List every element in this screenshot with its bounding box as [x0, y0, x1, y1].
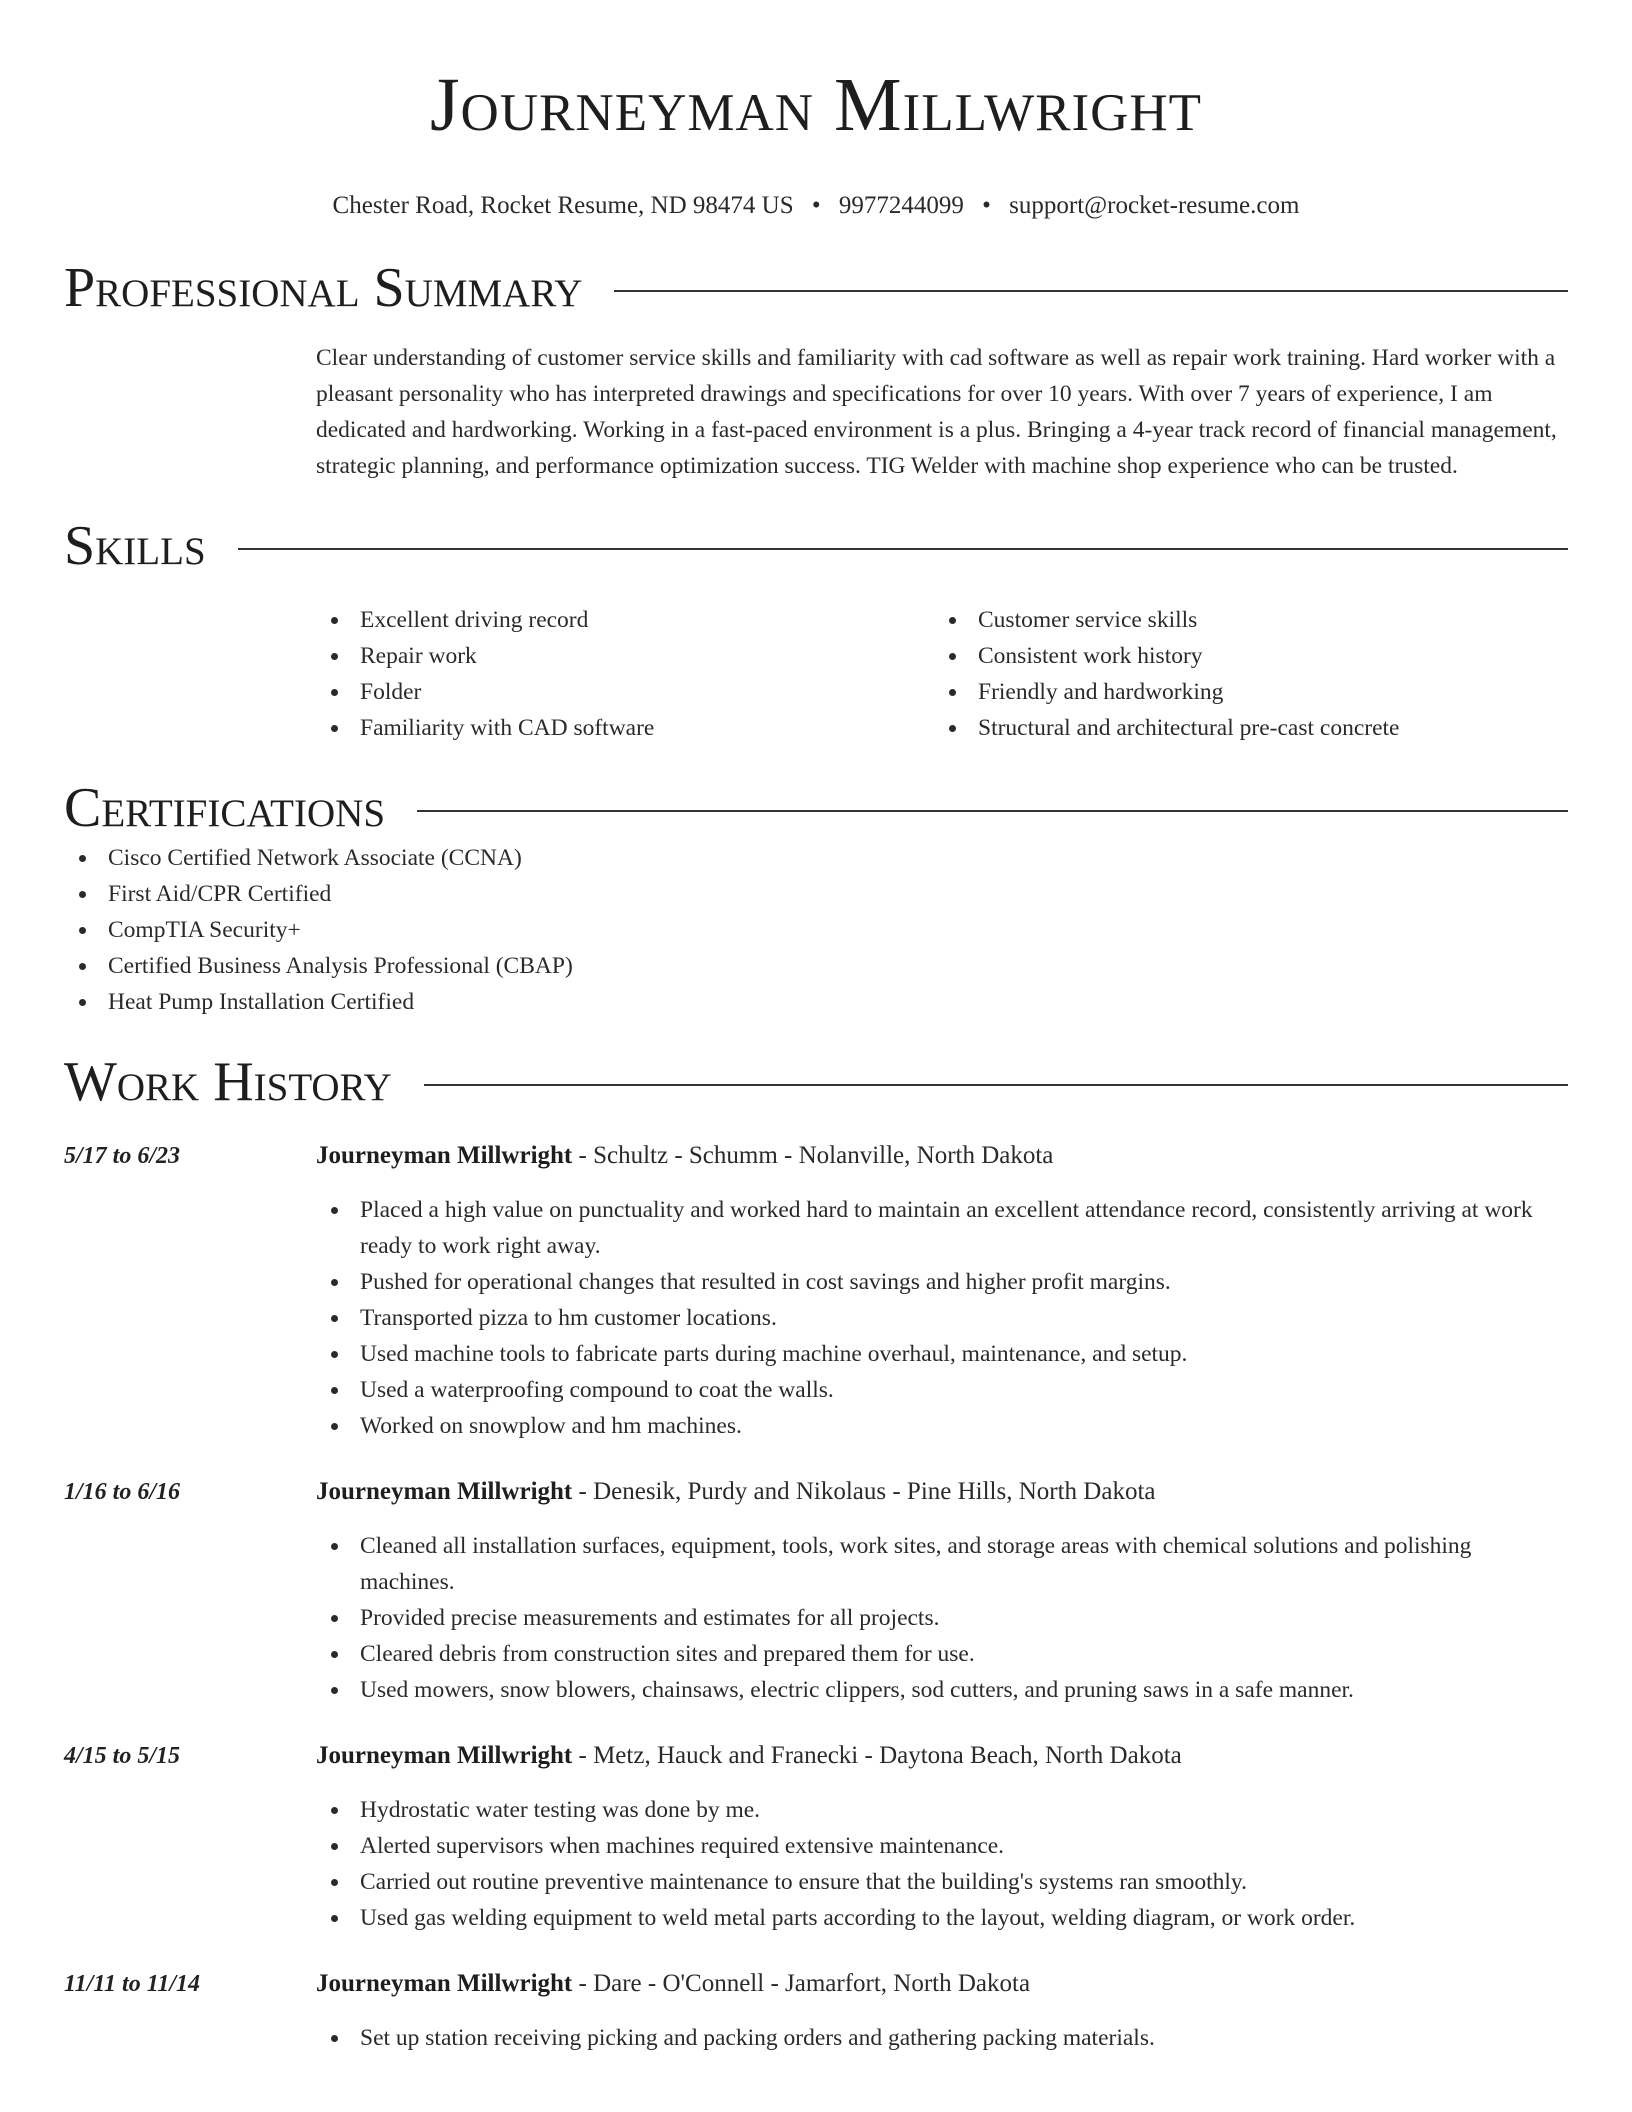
job-duty-item: Cleared debris from construction sites and prepared them for use. — [316, 1636, 1568, 1672]
job-duties-list — [316, 1192, 1568, 1444]
certification-item: CompTIA Security+ — [64, 912, 1568, 948]
job-duty-item: Pushed for operational changes that resulted in cost savings and higher profit margins. — [316, 1264, 1568, 1300]
job-heading — [316, 1474, 1568, 1510]
job-entry — [64, 1138, 1568, 1444]
job-duty-item: Carried out routine preventive maintenance to ensure that the building's systems ran smoothly. — [316, 1864, 1568, 1900]
skills-section-title: Skills — [64, 515, 206, 577]
skills-column-right — [934, 602, 1552, 746]
job-title: Journeyman Millwright — [316, 1142, 573, 1169]
job-duty-item: Cleaned all installation surfaces, equipment, tools, work sites, and storage areas with chemical solutions and polishing machines. — [316, 1528, 1568, 1600]
job-duty-item: Worked on snowplow and hm machines. — [316, 1408, 1568, 1444]
skill-item: Familiarity with CAD software — [316, 710, 934, 746]
job-dates: 11/11 to 11/14 — [64, 1971, 201, 1997]
job-duty-item: Used mowers, snow blowers, chainsaws, electric clippers, sod cutters, and pruning saws in a safe manner. — [316, 1672, 1568, 1708]
job-heading — [316, 1138, 1568, 1174]
skill-item: Structural and architectural pre-cast concrete — [934, 710, 1552, 746]
job-duty-item: Set up station receiving picking and packing orders and gathering packing materials. — [316, 2020, 1568, 2056]
contact-line — [64, 190, 1568, 222]
certification-item: Cisco Certified Network Associate (CCNA) — [64, 840, 1568, 876]
job-dates: 5/17 to 6/23 — [64, 1143, 181, 1169]
job-employer-location: - Schultz - Schumm - Nolanville, North Dakota — [572, 1142, 1054, 1169]
contact-separator: • — [811, 192, 821, 219]
certification-item: First Aid/CPR Certified — [64, 876, 1568, 912]
job-heading — [316, 1966, 1568, 2002]
job-duty-item: Used machine tools to fabricate parts during machine overhaul, maintenance, and setup. — [316, 1336, 1568, 1372]
skill-item: Friendly and hardworking — [934, 674, 1552, 710]
skills-section-header — [64, 514, 1568, 578]
job-duty-item: Used a waterproofing compound to coat the walls. — [316, 1372, 1568, 1408]
job-title: Journeyman Millwright — [316, 1478, 573, 1505]
job-heading — [316, 1738, 1568, 1774]
job-title: Journeyman Millwright — [316, 1742, 573, 1769]
summary-text: Clear understanding of customer service skills and familiarity with cad software as well as repair work training. Hard worker with a pleasant personality who has interpreted drawings and specifications for over 10 years. With over 7 years of experience, I am dedicated and hardworking. Working in a fast-paced environment is a plus. Bringing a 4-year track record of financial management, strategic planning, and performance optimization success. TIG Welder with machine shop experience who can be trusted. — [316, 345, 1557, 479]
job-duties-list — [316, 2020, 1568, 2056]
skill-item: Folder — [316, 674, 934, 710]
job-employer-location: - Metz, Hauck and Franecki - Daytona Beach, North Dakota — [572, 1742, 1182, 1769]
certification-item: Certified Business Analysis Professional (CBAP) — [64, 948, 1568, 984]
job-dates: 1/16 to 6/16 — [64, 1479, 181, 1505]
work-history-section-title: Work History — [64, 1051, 392, 1113]
job-dates: 4/15 to 5/15 — [64, 1743, 181, 1769]
job-duty-item: Placed a high value on punctuality and worked hard to maintain an excellent attendance record, consistently arriving at work ready to work right away. — [316, 1192, 1568, 1264]
skill-item: Repair work — [316, 638, 934, 674]
job-title: Journeyman Millwright — [316, 1970, 573, 1997]
contact-email: support@rocket-resume.com — [1009, 192, 1300, 219]
contact-phone: 9977244099 — [838, 192, 964, 219]
skill-item: Customer service skills — [934, 602, 1552, 638]
job-duties-list — [316, 1792, 1568, 1936]
job-employer-location: - Dare - O'Connell - Jamarfort, North Dakota — [572, 1970, 1031, 1997]
job-duty-item: Transported pizza to hm customer locations. — [316, 1300, 1568, 1336]
summary-section-header — [64, 256, 1568, 320]
certification-item: Heat Pump Installation Certified — [64, 984, 1568, 1020]
job-duty-item: Hydrostatic water testing was done by me. — [316, 1792, 1568, 1828]
certifications-section-title: Certifications — [64, 777, 386, 839]
work-history-section-header — [64, 1050, 1568, 1114]
section-divider — [417, 810, 1568, 812]
job-duty-item: Alerted supervisors when machines required extensive maintenance. — [316, 1828, 1568, 1864]
certifications-section-header — [64, 776, 1568, 840]
certifications-list — [64, 840, 1568, 1020]
job-duty-item: Used gas welding equipment to weld metal parts according to the layout, welding diagram, or work order. — [316, 1900, 1568, 1936]
contact-separator: • — [982, 192, 991, 219]
job-employer-location: - Denesik, Purdy and Nikolaus - Pine Hills, North Dakota — [572, 1478, 1156, 1505]
job-entry — [64, 1474, 1568, 1708]
job-duty-item: Provided precise measurements and estimates for all projects. — [316, 1600, 1568, 1636]
skill-item: Excellent driving record — [316, 602, 934, 638]
contact-address: Chester Road, Rocket Resume, ND 98474 US — [332, 192, 794, 219]
job-entry — [64, 1966, 1568, 2056]
skills-list — [316, 602, 1568, 746]
candidate-name: Journeyman Millwright — [429, 63, 1203, 147]
job-duties-list — [316, 1528, 1568, 1708]
section-divider — [424, 1084, 1568, 1086]
skills-column-left — [316, 602, 934, 746]
skill-item: Consistent work history — [934, 638, 1552, 674]
section-divider — [238, 548, 1568, 550]
summary-section-title: Professional Summary — [64, 257, 583, 319]
section-divider — [614, 290, 1568, 292]
job-entry — [64, 1738, 1568, 1936]
